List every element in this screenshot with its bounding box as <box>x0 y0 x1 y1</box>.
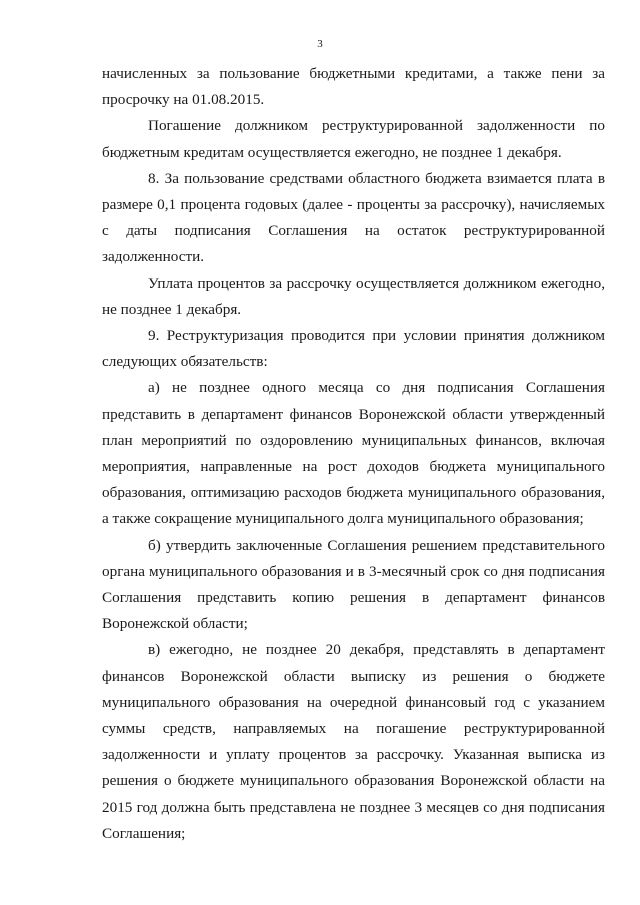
page-number: 3 <box>317 38 323 50</box>
paragraph-obligation-b: б) утвердить заключенные Соглашения решением представительного органа муниципального образования и в 3-месячный срок со дня подписания Соглашения представить копию решения в департамент финансов Воронежской области; <box>102 536 605 633</box>
paragraph-clause-8: 8. За пользование средствами областного бюджета взимается плата в размере 0,1 процента годовых (далее - проценты за рассрочку), начисляемых с даты подписания Соглашения на остаток реструктурированной задолженности. <box>102 169 605 266</box>
paragraph-interest-payment: Уплата процентов за рассрочку осуществляется должником ежегодно, не позднее 1 декабря. <box>102 274 605 318</box>
paragraph-obligation-a: а) не позднее одного месяца со дня подписания Соглашения представить в департамент финансов Воронежской области утвержденный план мероприятий по оздоровлению муниципальных финансов, включая мероприятия, направленные на рост доходов бюджета муниципального образования, оптимизацию расходов бюджета муниципального образования, а также сокращение муниципального долга муниципального образования; <box>102 379 605 528</box>
paragraph-debt-repayment: Погашение должником реструктурированной задолженности по бюджетным кредитам осуществляется ежегодно, не позднее 1 декабря. <box>102 117 605 161</box>
paragraph-obligation-c: в) ежегодно, не позднее 20 декабря, представлять в департамент финансов Воронежской области выписку из решения о бюджете муниципального образования на очередной финансовый год с указанием суммы средств, направляемых на погашение реструктурированной задолженности и уплату процентов за рассрочку. Указанная выписка из решения о бюджете муниципального образования Воронежской области на 2015 год должна быть представлена не позднее 3 месяцев со дня подписания Соглашения; <box>102 641 605 842</box>
document-body <box>102 61 605 847</box>
paragraph-clause-9: 9. Реструктуризация проводится при условии принятия должником следующих обязательств: <box>102 327 605 371</box>
paragraph-interest-continuation: начисленных за пользование бюджетными кредитами, а также пени за просрочку на 01.08.2015. <box>102 65 605 109</box>
